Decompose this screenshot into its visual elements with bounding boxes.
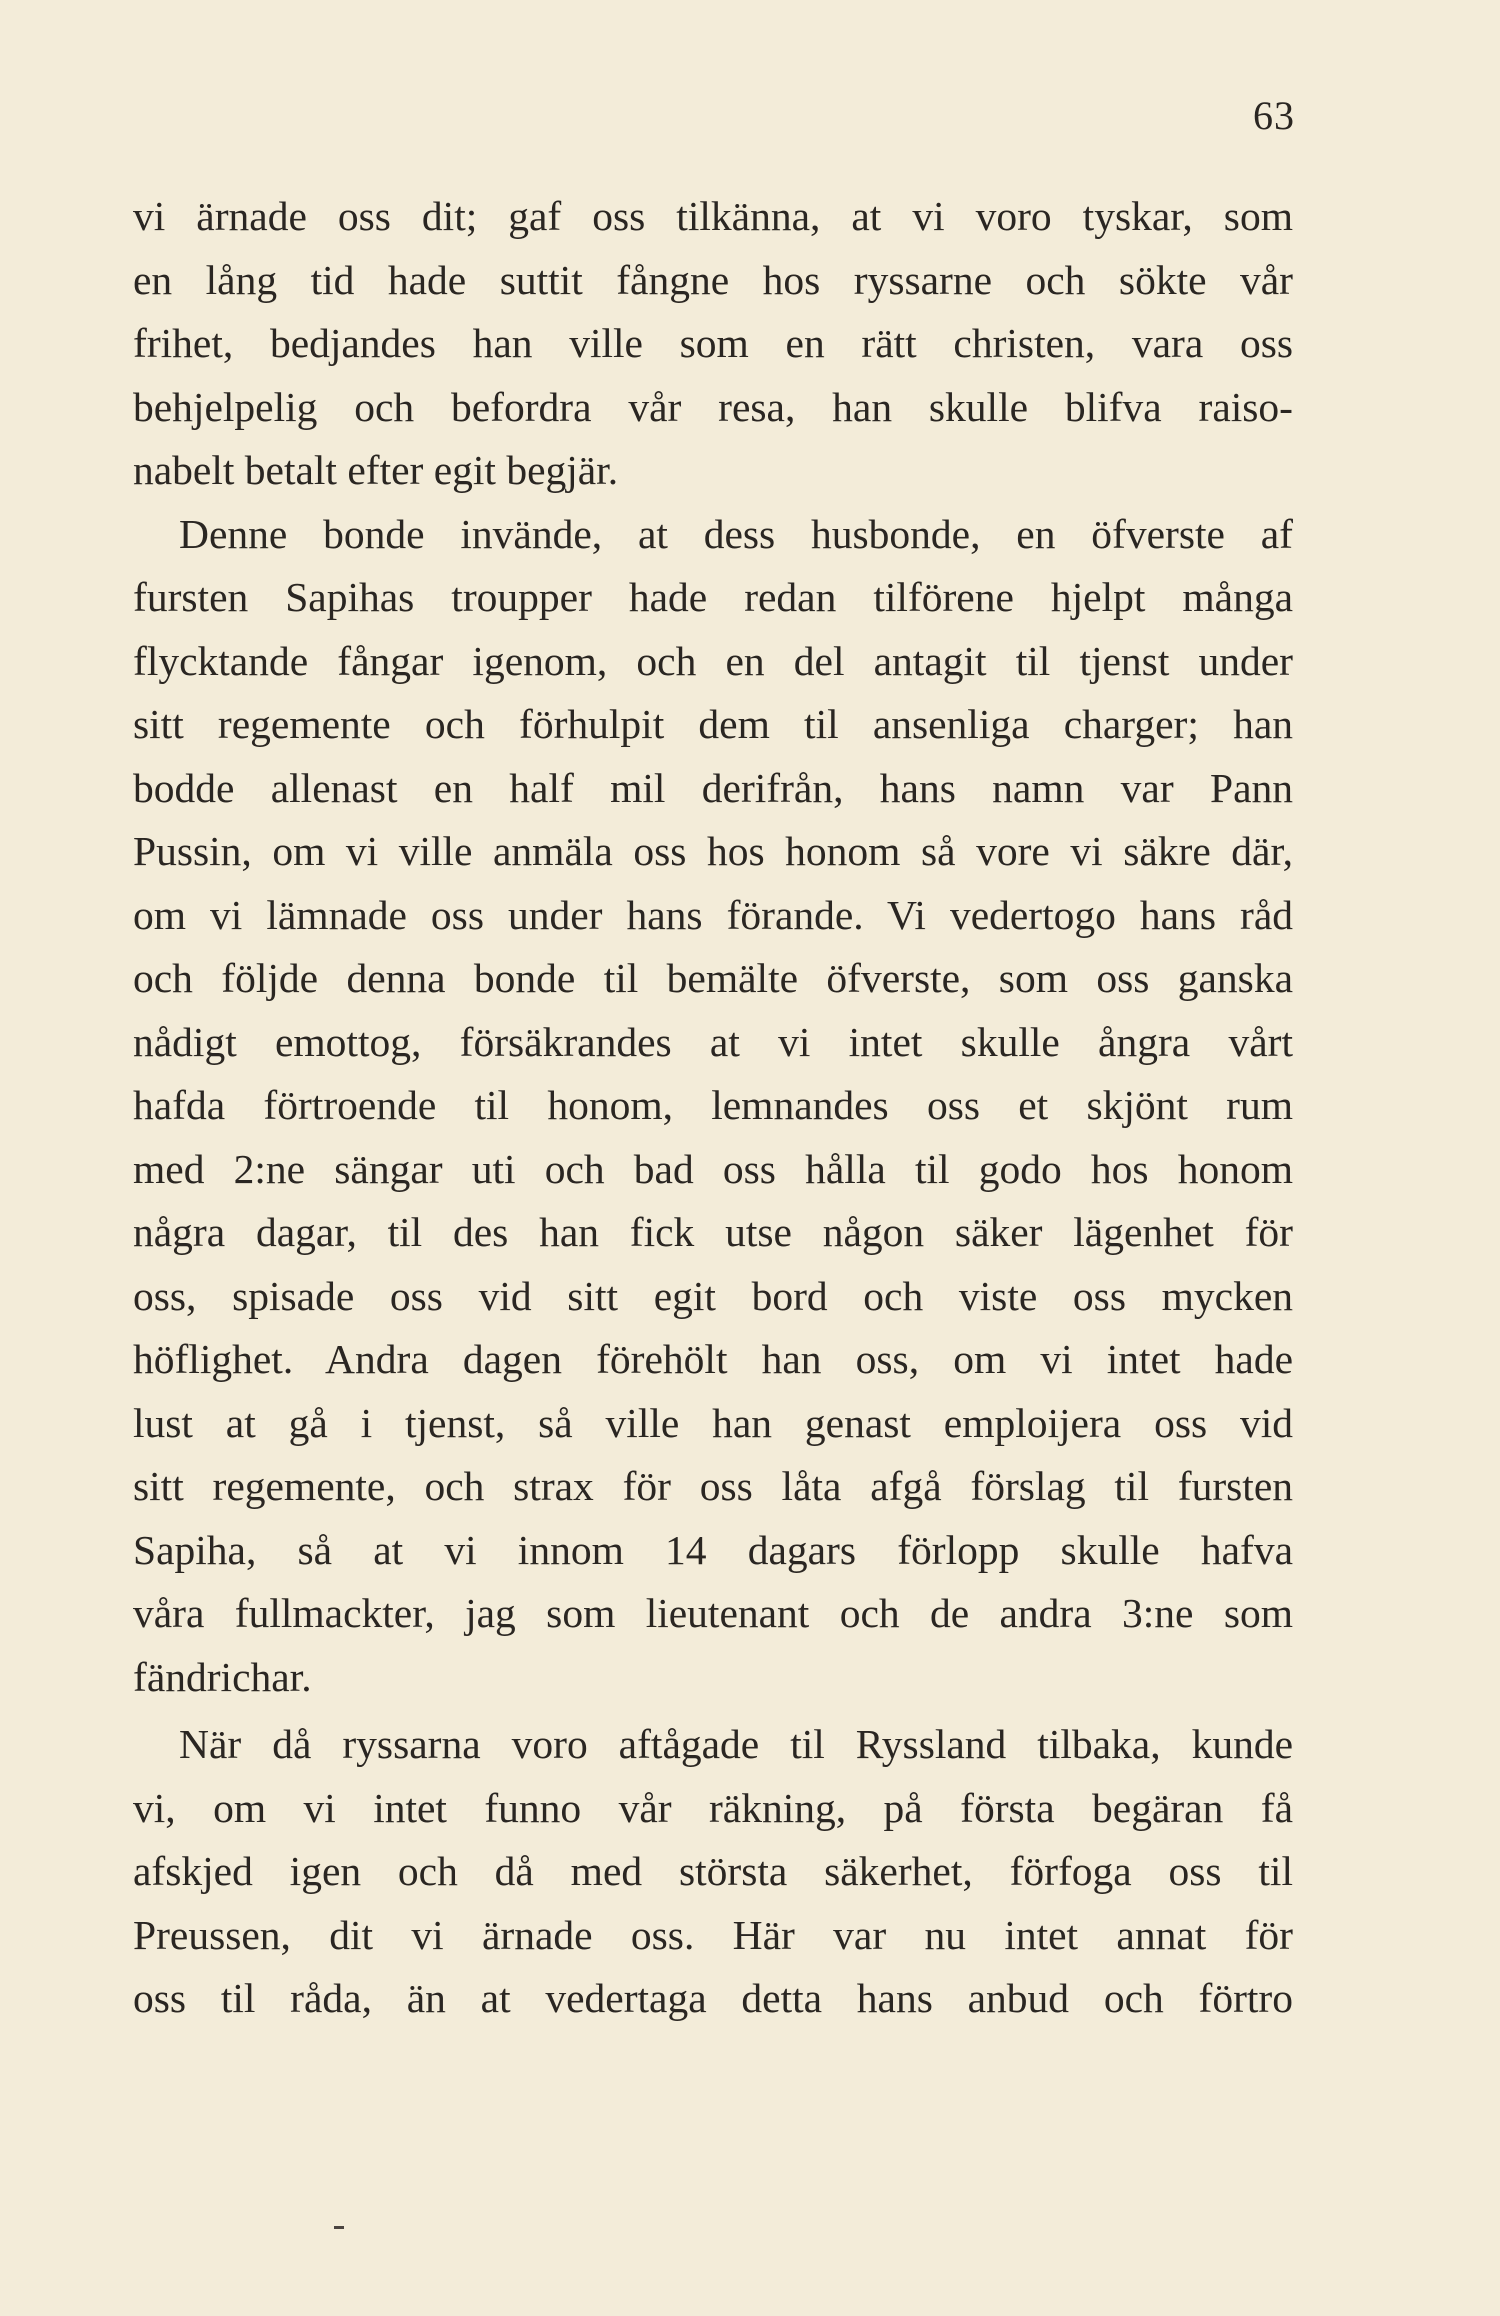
body-text: [133, 185, 1293, 2031]
text-line: flycktande fångar igenom, och en del antagit til tjenst under: [133, 637, 1293, 684]
text-line: lust at gå i tjenst, så ville han genast emploijera oss vid: [133, 1399, 1293, 1446]
text-line: Sapiha, så at vi innom 14 dagars förlopp skulle hafva: [133, 1526, 1293, 1573]
text-line: Preussen, dit vi ärnade oss. Här var nu intet annat för: [133, 1911, 1293, 1958]
text-line: sitt regemente, och strax för oss låta afgå förslag til fursten: [133, 1463, 1293, 1509]
text-line: med 2:ne sängar uti och bad oss hålla til godo hos honom: [133, 1145, 1293, 1192]
text-line: bodde allenast en half mil derifrån, hans namn var Pann: [133, 764, 1293, 811]
paragraph-start-line: Denne bonde invände, at dess husbonde, en öfverste af: [179, 510, 1293, 557]
text-line: hafda förtroende til honom, lemnandes oss et skjönt rum: [133, 1082, 1293, 1128]
text-line: nabelt betalt efter egit begjär.: [133, 447, 619, 493]
text-line: vi ärnade oss dit; gaf oss tilkänna, at vi voro tyskar, som: [133, 193, 1293, 239]
text-line: oss til råda, än at vedertaga detta hans anbud och förtro: [133, 1975, 1293, 2021]
paragraph-start-line: När då ryssarna voro aftågade til Ryssland tilbaka, kunde: [179, 1721, 1293, 1767]
text-line: om vi lämnade oss under hans förande. Vi vedertogo hans råd: [133, 891, 1293, 938]
text-line: Pussin, om vi ville anmäla oss hos honom så vore vi säkre där,: [133, 828, 1293, 874]
printer-mark: [334, 2226, 344, 2229]
text-line: oss, spisade oss vid sitt egit bord och viste oss mycken: [133, 1272, 1293, 1319]
text-line: frihet, bedjandes han ville som en rätt christen, vara oss: [133, 320, 1293, 366]
text-line: våra fullmackter, jag som lieutenant och de andra 3:ne som: [133, 1590, 1293, 1636]
text-line: fändrichar.: [133, 1653, 312, 1700]
page-number: 63: [1253, 93, 1295, 138]
text-line: nådigt emottog, försäkrandes at vi intet skulle ångra vårt: [133, 1018, 1293, 1065]
text-line: och följde denna bonde til bemälte öfverste, som oss ganska: [133, 955, 1293, 1001]
text-line: behjelpelig och befordra vår resa, han skulle blifva raiso-: [133, 383, 1293, 430]
text-line: några dagar, til des han fick utse någon säker lägenhet för: [133, 1209, 1293, 1255]
text-line: sitt regemente och förhulpit dem til ansenliga charger; han: [133, 701, 1293, 747]
text-line: afskjed igen och då med största säkerhet, förfoga oss til: [133, 1848, 1293, 1894]
text-line: fursten Sapihas troupper hade redan tilförene hjelpt många: [133, 574, 1293, 620]
text-line: en lång tid hade suttit fångne hos ryssarne och sökte vår: [133, 256, 1293, 303]
text-line: höflighet. Andra dagen förehölt han oss, om vi intet hade: [133, 1336, 1293, 1382]
text-line: vi, om vi intet funno vår räkning, på första begäran få: [133, 1784, 1293, 1831]
